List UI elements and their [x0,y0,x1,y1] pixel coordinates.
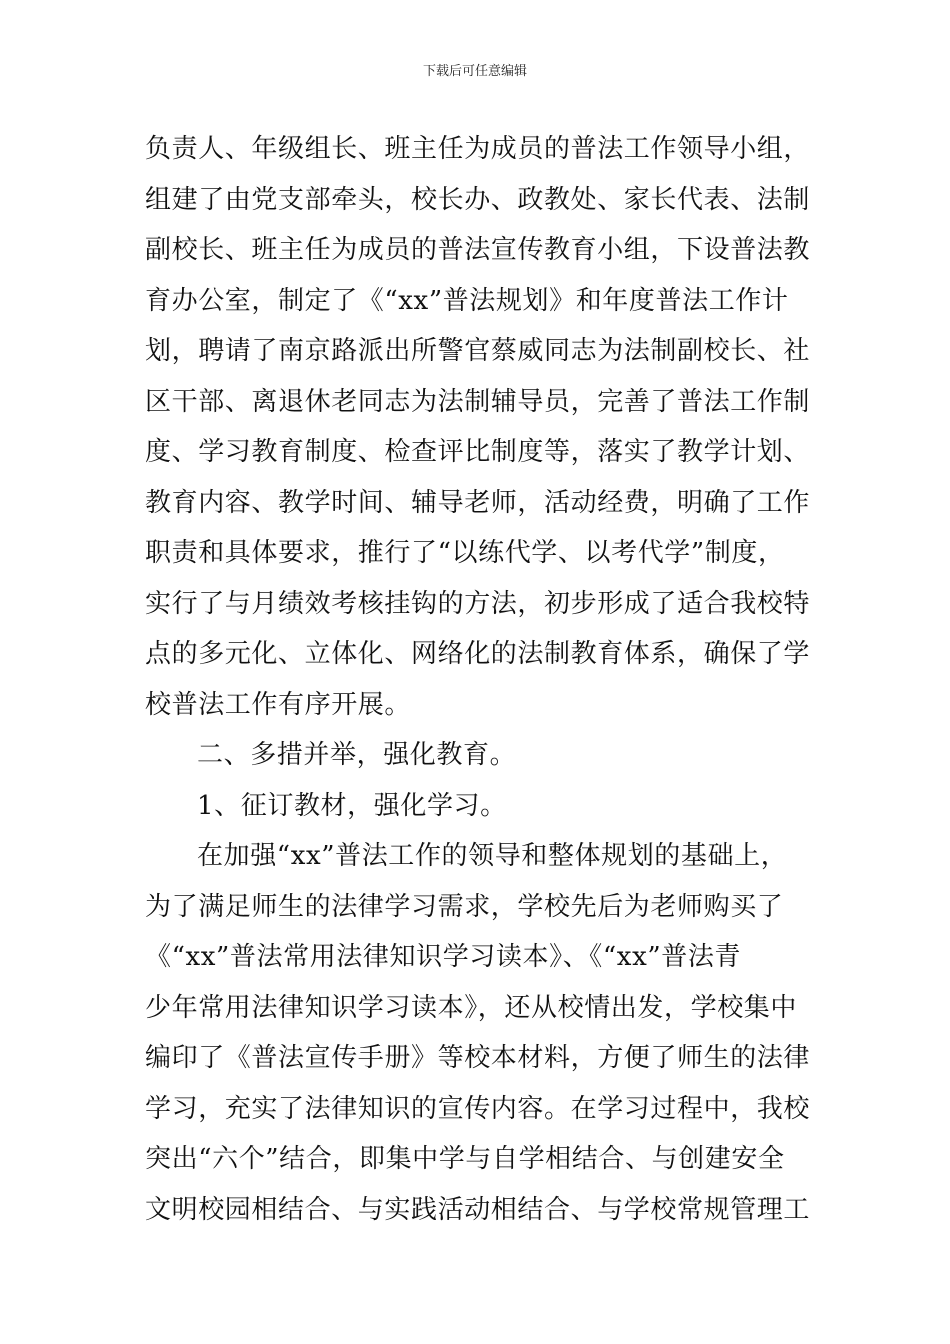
text-line-22: 文明校园相结合、与实践活动相结合、与学校常规管理工 [145,1194,811,1225]
text-line-11: 点的多元化、立体化、网络化的法制教育体系，确保了学 [145,639,811,669]
text-line-19: 编印了《普法宣传手册》等校本材料，方便了师生的法律 [145,1043,811,1073]
text-line-8: 教育内容、教学时间、辅导老师，活动经费，明确了工作 [145,487,811,518]
text-line-1: 负责人、年级组长、班主任为成员的普法工作领导小组， [145,134,811,164]
text-line-21: 突出“六个”结合，即集中学与自学相结合、与创建安全 [145,1144,785,1174]
section-heading: 二、多措并举，强化教育。 [197,740,517,770]
text-line-4: 育办公室，制定了《“xx”普法规划》和年度普法工作计 [145,285,789,316]
text-line-20: 学习，充实了法律知识的宣传内容。在学习过程中，我校 [145,1093,811,1124]
subsection-heading: 1、征订教材，强化学习。 [197,790,507,821]
text-line-7: 度、学习教育制度、检查评比制度等，落实了教学计划、 [145,437,811,467]
document-body [145,124,810,1235]
text-line-18: 少年常用法律知识学习读本》，还从校情出发，学校集中 [145,992,798,1023]
text-line-16: 为了满足师生的法律学习需求，学校先后为老师购买了 [145,891,784,922]
text-line-17: 《“xx”普法常用法律知识学习读本》、《“xx”普法青 [145,942,742,972]
text-line-10: 实行了与月绩效考核挂钩的方法，初步形成了适合我校特 [145,588,811,619]
page-header-note: 下载后可任意编辑 [422,64,527,79]
text-line-5: 划，聘请了南京路派出所警官蔡威同志为法制副校长、社 [145,336,811,366]
text-line-9: 职责和具体要求，推行了“以练代学、以考代学”制度， [145,538,785,568]
text-line-6: 区干部、离退休老同志为法制辅导员，完善了普法工作制 [145,386,811,417]
text-line-2: 组建了由党支部牵头，校长办、政教处、家长代表、法制 [145,184,811,215]
text-line-3: 副校长、班主任为成员的普法宣传教育小组，下设普法教 [145,235,811,265]
text-line-15: 在加强“xx”普法工作的领导和整体规划的基础上， [197,841,788,871]
text-line-12: 校普法工作有序开展。 [145,689,412,720]
